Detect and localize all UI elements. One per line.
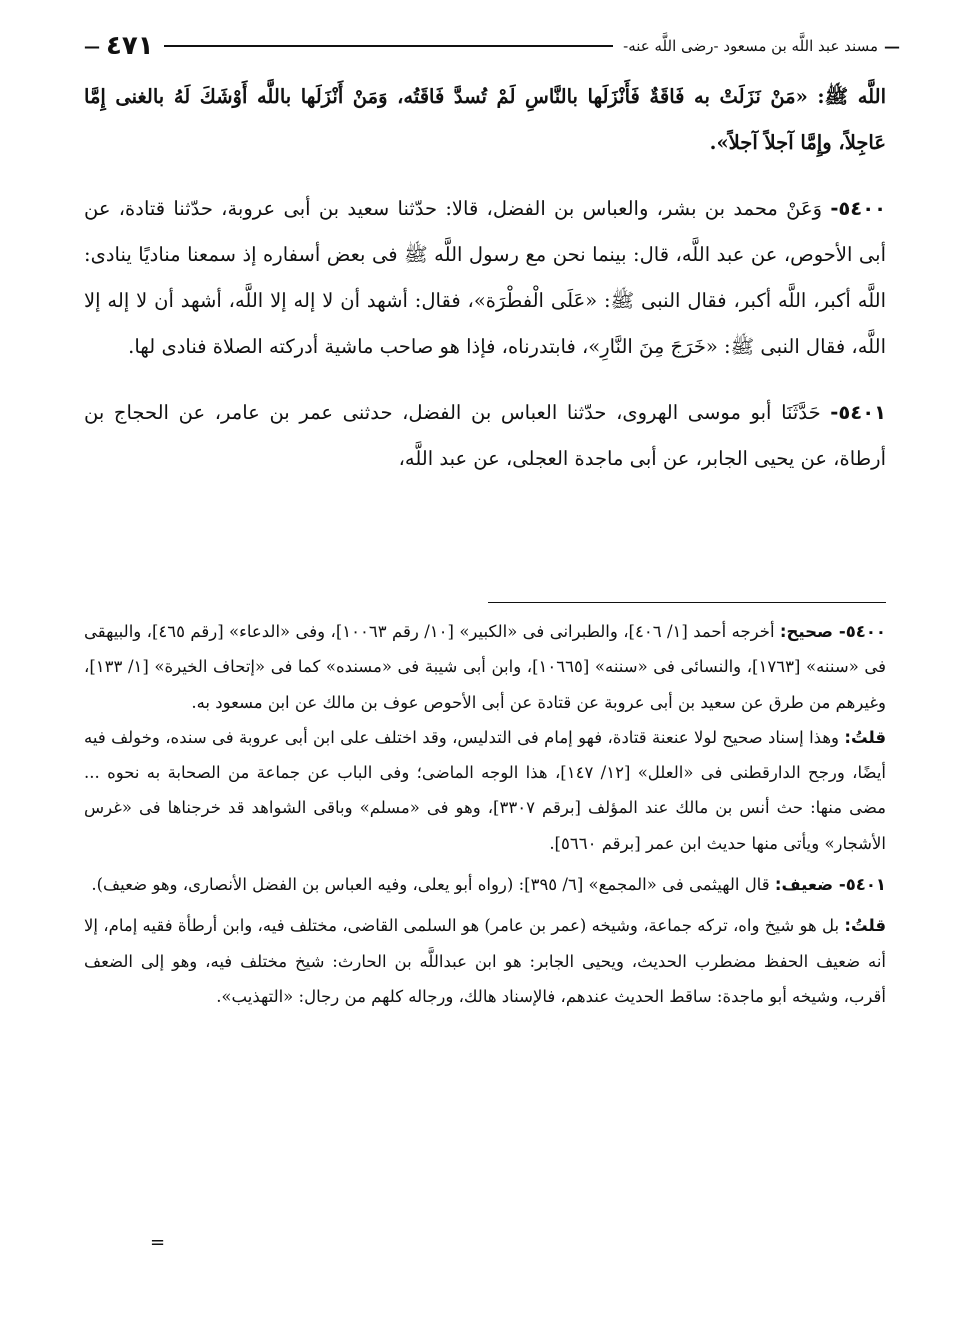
text-line: عامر، عن الحجاج بن أرطاة، عن يحيى الجابر، عن أبى ماجدة العجلى، عن عبد اللَّه، — [84, 401, 886, 470]
page-number: ٤٧١ — [106, 31, 154, 61]
header-rule — [164, 45, 614, 47]
note-line: الماضى؛ وفى الباب عن جماعة من الصحابة به نحوه ... مضى منها: حث أنس بن مالك عند — [84, 763, 887, 818]
header-dash: — — [884, 36, 900, 56]
continuation-mark: = — [150, 1232, 166, 1253]
comment-label: قلتُ: — [844, 727, 886, 747]
footnote-label: ٥٤٠٠- صحيح: — [779, 622, 887, 641]
note-line: «الدعاء» [رقم ٤٦٥]، والبيهقى فى «سننه» [١٧٦٣]، والنسائى فى «سننه» [١٠٦٦٥]، وابن — [84, 622, 887, 677]
note-line: فيه، وابن أرطأة فقيه إمام، إلا أنه ضعيف الحفظ مضطرب الحديث، ويحيى الجابر: هو ابن — [84, 916, 886, 971]
note-line: الأنصارى، وهو ضعيف). — [91, 875, 247, 895]
note-line: عروبة فى سنده، وخولف فيه أيضًا، ورجح الدارقطنى فى «العلل» [١٢/ ١٤٧]، هذا الوجه — [84, 727, 886, 783]
text-line: وَعَنْ محمد بن بشر، والعباس بن الفضل، قالا: حدّثنا سعيد بن أبى — [283, 197, 823, 220]
running-title: مسند عبد اللَّه بن مسعود -رضى اللَّه عنه- — [623, 37, 878, 55]
hadith-5400 — [84, 186, 886, 370]
note-line: أبى شيبة فى «مسنده» كما فى «إتحاف الخيرة» [١/ ١٣٣]، وغيرهم من طرق عن سعيد بن أبى — [84, 657, 886, 712]
comment-label: قلتُ: — [844, 916, 887, 936]
hadith-number: ٥٤٠٠- — [830, 197, 887, 220]
main-text — [84, 74, 886, 482]
note-line: عبداللَّه بن الحارث: شيخ مختلف فيه، وهو إلى الضعف أقرب، وشيخه أبو ماجدة: ساقط — [84, 951, 886, 1006]
hadith-5401 — [84, 390, 886, 482]
running-header — [84, 28, 900, 64]
footnotes — [84, 614, 886, 1014]
footnote-5400-comment — [84, 720, 886, 861]
note-line: عروبة عن قتادة عن أبى الأحوص عوف بن مالك عن ابن مسعود به. — [191, 692, 645, 712]
footnote-5400 — [84, 614, 886, 720]
note-line: أخرجه أحمد [١/ ٤٠٦]، والطبرانى فى «الكبير» [١٠/ رقم ١٠٠٦٣]، وفى — [295, 622, 775, 641]
footnote-5401 — [84, 867, 886, 902]
note-line: وهذا إسناد صحيح لولا عنعنة قتادة، فهو إمام فى التدليس، وقد اختلف على ابن أبى — [284, 727, 840, 747]
running-title-group — [623, 37, 900, 56]
note-line: بل هو شيخ واه، تركه جماعة، وشيخه (عمر بن عامر) هو السلمى القاضى، مختلف — [289, 916, 840, 936]
footnote-separator — [488, 602, 886, 603]
note-line: الحديث عندهم، فالإسناد هالك، ورجاله كلهم من رجال: «التهذيب». — [216, 986, 665, 1006]
footnote-5401-comment — [84, 908, 886, 1014]
note-line: ويأتى منها حديث ابن عمر [برقم ٥٦٦٠]. — [549, 833, 820, 853]
hadith-prev-end — [84, 74, 886, 166]
note-line: قال الهيثمى فى «المجمع» [٦/ ٣٩٥]: (رواه أبو يعلى، وفيه العباس بن الفضل — [252, 875, 770, 895]
header-dash-left: — — [84, 36, 100, 56]
hadith-number: ٥٤٠١- — [830, 401, 886, 424]
text-line: حَدَّثَنَا أبو موسى الهروى، حدّثنا العباس بن الفضل، حدثنى عمر بن — [269, 401, 821, 424]
text-line: الْفطْرَة»، فقال: أشهد أن لا إله إلا اللَّه، أشهد أن لا إله إلا اللَّه، فقال النبى ﷺ: «خَرَجَ — [84, 289, 886, 358]
text-line: اللَّه ﷺ: «مَنْ نَزَلَتْ به فَاقَةٌ فَأَنْزَلَها بالنَّاسِ لَمْ تُسدَّ فَاقَتُه، وَمَنْ أَنْزَلَها باللَّه أَوْشَكَ لَهُ — [173, 85, 886, 108]
note-line: المؤلف [برقم ٣٣٠٧]، وهو فى «مسلم» وباقى الشواهد قد خرجناها فى «غرس الأشجار» — [84, 798, 886, 853]
text-line: عروبة، حدّثنا قتادة، عن أبى الأحوص، عن عبد اللَّه، قال: بينما نحن مع رسول اللَّه ﷺ — [84, 197, 887, 266]
text-line: بالغنى إِمَّا عَاجِلاً، وإِمَّا آجلاً آجلاً». — [84, 85, 886, 154]
text-line: فى بعض أسفاره إذ سمعنا مناديًا ينادى: اللَّه أكبر، اللَّه أكبر، فقال النبى ﷺ: «عَلَى — [84, 243, 887, 312]
text-line: مِنَ النَّارِ»، فابتدرناه، فإذا هو صاحب ماشية أدركته الصلاة فنادى لها. — [128, 335, 665, 358]
page-number-group — [84, 31, 154, 61]
footnote-label: ٥٤٠١- ضعيف: — [774, 875, 886, 895]
